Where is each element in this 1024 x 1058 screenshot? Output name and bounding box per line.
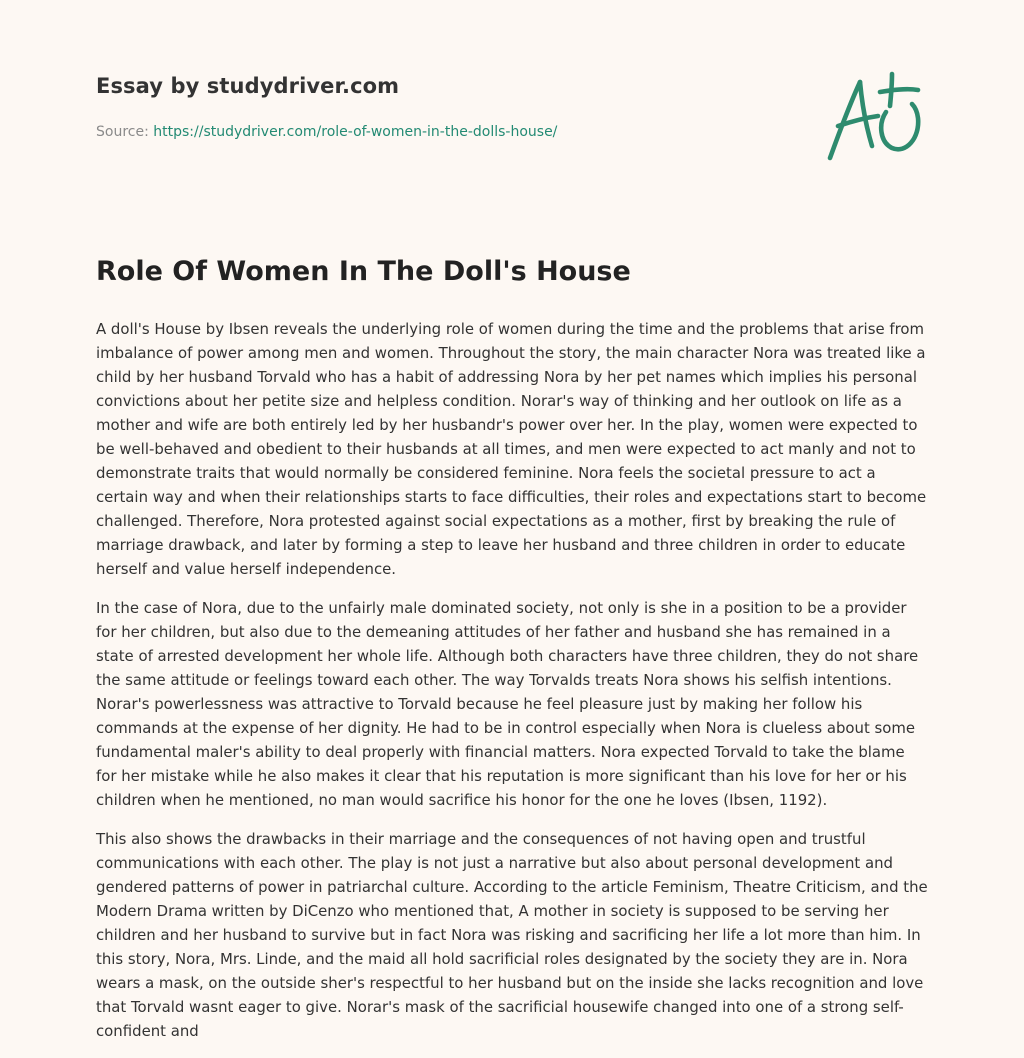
source-label: Source: bbox=[96, 124, 149, 140]
essay-paragraph: This also shows the drawbacks in their marriage and the consequences of not having open and trustful communications with each other. The play is not just a narrative but also about personal development and gendered patterns of power in patriarchal culture. According to the article Feminism, Theatre Criticism, and the Modern Drama written by DiCenzo who mentioned that, A mother in society is supposed to be serving her children and her husband to survive but in fact Nora was risking and sacrificing her life a lot more than him. In this story, Nora, Mrs. Linde, and the maid all hold sacrificial roles designated by the society they are in. Nora wears a mask, on the outside sher's respectful to her husband but on the inside she lacks recognition and love that Torvald wasnt eager to give. Norar's mask of the sacrificial housewife changed into one of a strong self-confident and bbox=[96, 830, 928, 1040]
essay-title: Role Of Women In The Doll's House bbox=[96, 256, 631, 287]
source-link[interactable]: https://studydriver.com/role-of-women-in-the-dolls-house/ bbox=[153, 124, 558, 140]
essay-paragraph: In the case of Nora, due to the unfairly male dominated society, not only is she in a position to be a provider for her children, but also due to the demeaning attitudes of her father and husband she has remained in a state of arrested development her whole life. Although both characters have three children, they do not share the same attitude or feelings toward each other. The way Torvalds treats Nora shows his selfish intentions. Norar's powerlessness was attractive to Torvald because he feel pleasure just by making her follow his commands at the expense of her dignity. He had to be in control especially when Nora is clueless about some fundamental maler's ability to deal properly with financial matters. Nora expected Torvald to take the blame for her mistake while he also makes it clear that his reputation is more significant than his love for her or his children when he mentioned, no man would sacrifice his honor for the one he loves (Ibsen, 1192). bbox=[96, 599, 919, 809]
site-header bbox=[96, 74, 399, 98]
brand-title: Essay by studydriver.com bbox=[96, 74, 400, 98]
a-plus-grade-icon bbox=[820, 68, 930, 164]
essay-paragraph: A doll's House by Ibsen reveals the underlying role of women during the time and the problems that arise from imbalance of power among men and women. Throughout the story, the main character Nora was treated like a child by her husband Torvald who has a habit of addressing Nora by her pet names which implies his personal convictions about her petite size and helpless condition. Norar's way of thinking and her outlook on life as a mother and wife are both entirely led by her husbandr's power over her. In the play, women were expected to be well-behaved and obedient to their husbands at all times, and men were expected to act manly and not to demonstrate traits that would normally be considered feminine. Nora feels the societal pressure to act a certain way and when their relationships starts to face difficulties, their roles and expectations start to become challenged. Therefore, Nora protested against social expectations as a mother, first by breaking the rule of marriage drawback, and later by forming a step to leave her husband and three children in order to educate herself and value herself independence. bbox=[96, 320, 927, 578]
source-line bbox=[96, 124, 557, 140]
essay-body bbox=[96, 317, 928, 1058]
